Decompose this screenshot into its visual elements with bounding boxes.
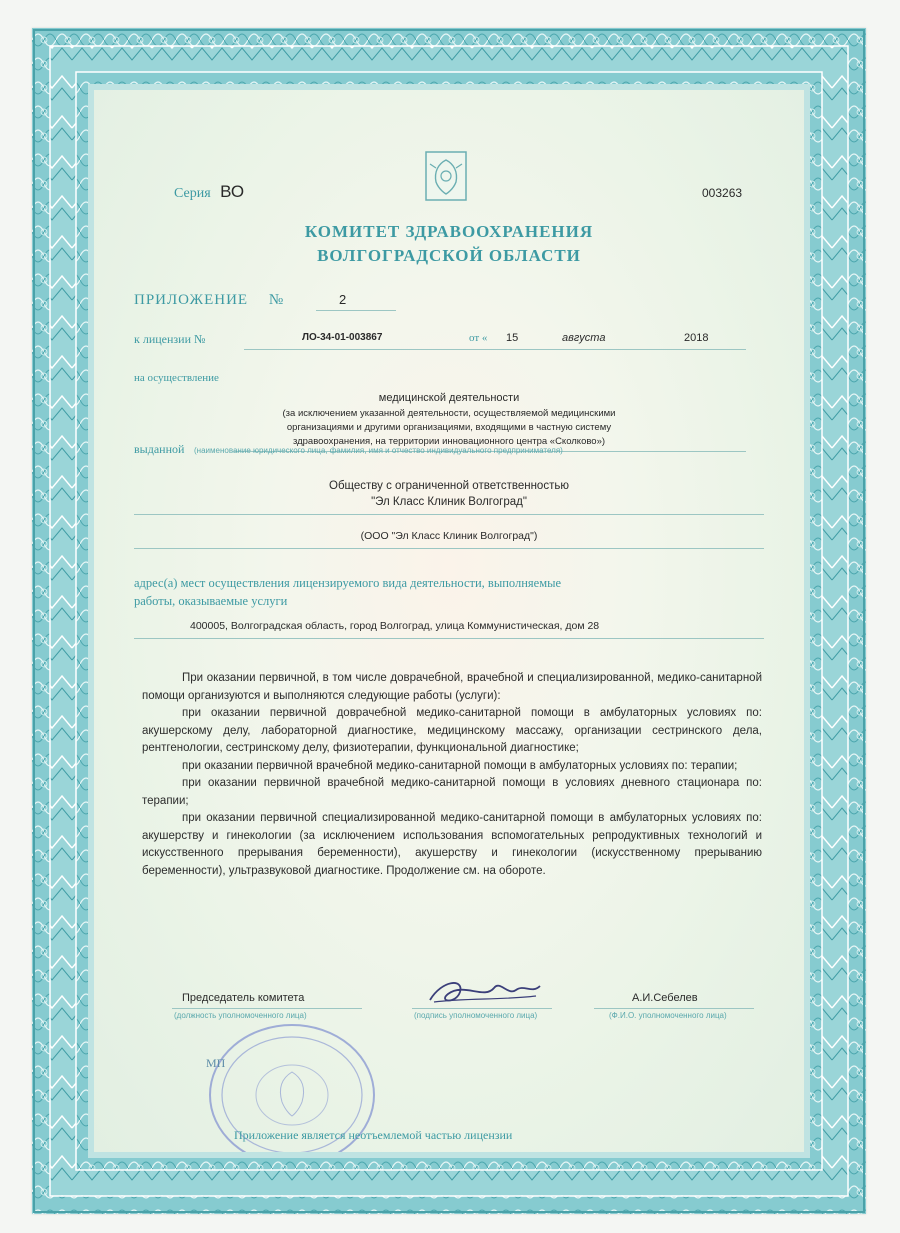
activity-title: медицинской деятельности — [378, 392, 520, 404]
org-short: (ООО "Эл Класс Клиник Волгоград") — [360, 530, 538, 542]
form-number: 003263 — [702, 186, 743, 200]
authority-line1: КОМИТЕТ ЗДРАВООХРАНЕНИЯ — [304, 222, 594, 241]
activity-line3: здравоохранения, на территории инновационного центра «Сколково») — [292, 436, 606, 447]
license-number: ЛО-34-01-003867 — [302, 332, 383, 343]
license-month: августа — [562, 332, 606, 344]
body-paragraph: При оказании первичной, в том числе доврачебной, врачебной и специализированной, медико-санитарной помощи организуются и выполняются следующие работы (услуги): — [142, 672, 762, 702]
issued-desc: (наименование юридического лица, фамилия, имя и отчество индивидуального предпринимателя) — [194, 446, 563, 455]
activity-line1: (за исключением указанной деятельности, осуществляемой медицинскими — [282, 408, 616, 419]
signatory-name-caption: (Ф.И.О. уполномоченного лица) — [609, 1011, 727, 1020]
body-paragraph: при оказании первичной врачебной медико-санитарной помощи в амбулаторных условиях по: терапии; — [182, 759, 738, 772]
address-label-line1: адрес(а) мест осуществления лицензируемого вида деятельности, выполняемые — [134, 576, 562, 590]
body-paragraph: при оказании первичной доврачебной медико-санитарной помощи в амбулаторных условиях по: акушерскому делу, лабораторной диагностике, медицинскому массажу, организации сестринского дела, рентгенологии, сестринскому делу, физиотерапии, функциональной диагностике; — [142, 707, 762, 754]
license-from: от « — [469, 332, 488, 344]
org-line1: Обществу с ограниченной ответственностью — [329, 480, 569, 492]
address-value: 400005, Волгоградская область, город Волгоград, улица Коммунистическая, дом 28 — [190, 620, 600, 632]
handwritten-signature — [424, 970, 544, 1010]
footer-note: Приложение является неотъемлемой частью лицензии — [234, 1128, 513, 1142]
series-label: Серия — [174, 186, 211, 201]
signatory-name: А.И.Себелев — [632, 992, 698, 1004]
signatory-role-caption: (должность уполномоченного лица) — [174, 1011, 307, 1020]
address-label-line2: работы, оказываемые услуги — [134, 594, 288, 608]
appendix-label-text: ПРИЛОЖЕНИЕ — [134, 292, 249, 308]
license-prefix: к лицензии № — [134, 332, 206, 346]
license-year: 2018 — [684, 332, 709, 344]
series-line — [174, 182, 244, 202]
org-line2: "Эл Класс Клиник Волгоград" — [371, 496, 527, 508]
series-value: ВО — [220, 182, 245, 201]
appendix-label — [134, 292, 284, 309]
license-sheet — [32, 28, 866, 1214]
signatory-role: Председатель комитета — [182, 992, 305, 1004]
stamp-label: МП — [206, 1056, 226, 1070]
activity-line2: организациями и другими организациями, входящими в частную систему — [286, 422, 612, 433]
body-paragraph: при оказании первичной специализированной медико-санитарной помощи в амбулаторных условиях по: акушерству и гинекологии (за исключением использования вспомогательных репродуктивных технологий и искусственного прерывания беременности), акушерству и гинекологии (искусственному прерыванию беременности), ультразвуковой диагностике. Продолжение см. на обороте. — [142, 812, 762, 877]
appendix-number: 2 — [339, 292, 347, 307]
coat-of-arms-icon — [424, 150, 468, 202]
appendix-no-sign: № — [268, 292, 285, 308]
body-paragraph: при оказании первичной врачебной медико-санитарной помощи в условиях дневного стационара по: терапии; — [142, 777, 762, 807]
license-day: 15 — [506, 332, 519, 344]
body-text — [142, 670, 762, 880]
issued-label: выданной — [134, 442, 185, 456]
activity-label: на осуществление — [134, 372, 219, 384]
authority-line2: ВОЛГОГРАДСКОЙ ОБЛАСТИ — [317, 246, 581, 265]
signature-caption: (подпись уполномоченного лица) — [414, 1011, 538, 1020]
document-body — [94, 90, 804, 1152]
